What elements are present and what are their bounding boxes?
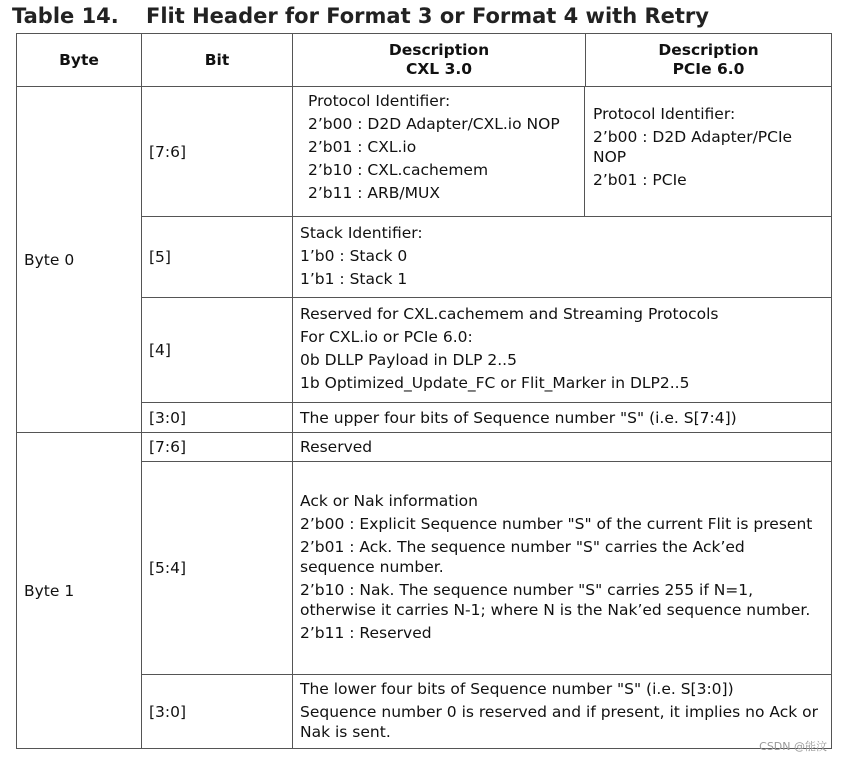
description-line: 2’b10 : CXL.cachemem [308,161,489,179]
bit-cell: [7:6] [142,87,293,217]
header-cxl [293,34,586,87]
pcie-description [585,87,824,216]
table-title: Flit Header for Format 3 or Format 4 with Retry [146,4,709,28]
bit-cell: [3:0] [142,675,293,749]
description-line: 1’b1 : Stack 1 [300,269,408,288]
header-cxl-line: CXL 3.0 [405,60,473,78]
protocol-identifier-cell [293,87,832,217]
header-byte: Byte [17,34,142,87]
description-cell [293,298,832,403]
description-line: Sequence number 0 is reserved and if present, it implies no Ack or Nak is sent. [300,702,819,741]
description-line: Stack Identifier: [300,223,423,242]
header-pcie-line: Description [658,41,759,59]
byte-0-cell: Byte 0 [17,87,142,433]
description-line: Ack or Nak information [300,491,478,510]
header-pcie-line: PCIe 6.0 [672,60,745,78]
byte-1-cell: Byte 1 [17,433,142,749]
bit-cell: [7:6] [142,433,293,462]
flit-header-table [16,33,832,749]
description-line: The lower four bits of Sequence number "S" (i.e. S[3:0]) [300,679,734,698]
bit-cell: [5] [142,217,293,298]
description-line: 1b Optimized_Update_FC or Flit_Marker in DLP2..5 [300,374,690,392]
header-row [17,34,832,87]
header-pcie [586,34,832,87]
description-line: 2’b01 : Ack. The sequence number "S" carries the Ack’ed sequence number. [300,537,745,576]
description-cell: The upper four bits of Sequence number "S" (i.e. S[7:4]) [293,403,832,433]
description-line: 2’b00 : Explicit Sequence number "S" of the current Flit is present [300,514,813,533]
table-caption [12,4,709,28]
table-row [17,433,832,462]
description-line: Reserved for CXL.cachemem and Streaming Protocols [300,305,719,323]
description-line: Protocol Identifier: [308,92,451,110]
table-number: Table 14. [12,4,119,28]
header-bit: Bit [142,34,293,87]
bit-cell: [5:4] [142,462,293,675]
description-line: 2’b01 : PCIe [593,171,687,189]
description-line: For CXL.io or PCIe 6.0: [300,328,473,346]
bit-cell: [3:0] [142,403,293,433]
description-cell: Reserved [293,433,832,462]
cxl-description [300,87,585,216]
description-line: 1’b0 : Stack 0 [300,246,408,265]
description-line: 2’b11 : ARB/MUX [308,184,440,202]
header-cxl-line: Description [388,41,490,59]
bit-cell: [4] [142,298,293,403]
watermark: CSDN @能汶 [759,740,827,753]
description-cell [293,675,832,749]
description-line: 2’b11 : Reserved [300,623,432,642]
description-line: 2’b00 : D2D Adapter/PCIe NOP [593,128,793,166]
description-line: 2’b10 : Nak. The sequence number "S" carries 255 if N=1, otherwise it carries N-1; where N is the Nak’ed sequence number. [300,580,811,619]
description-line: 2’b01 : CXL.io [308,138,417,156]
description-line: 2’b00 : D2D Adapter/CXL.io NOP [308,115,560,133]
description-line: Protocol Identifier: [593,105,736,123]
description-cell [293,217,832,298]
table-row [17,87,832,217]
description-cell [293,462,832,675]
description-line: 0b DLLP Payload in DLP 2..5 [300,351,517,369]
